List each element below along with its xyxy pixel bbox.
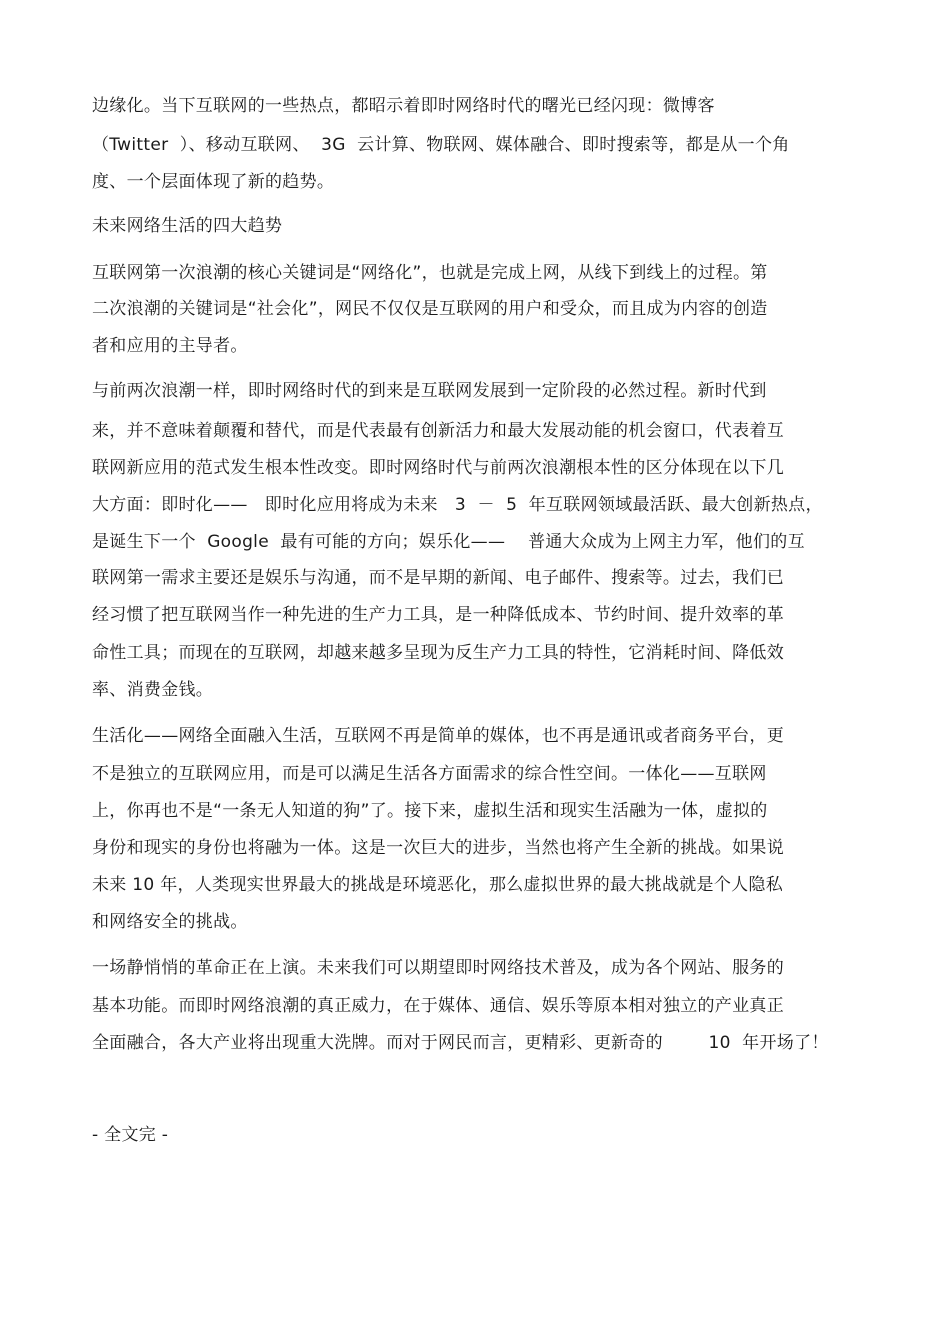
paragraph-5-line-6: 和网络安全的挑战。 [92, 912, 248, 932]
paragraph-5-line-3: 上，你再也不是“一条无人知道的狗”了。接下来，虚拟生活和现实生活融为一体，虚拟的 [92, 801, 768, 821]
paragraph-1-line-1: 边缘化。当下互联网的一些热点，都昭示着即时网络时代的曙光已经闪现：微博客 [92, 96, 715, 116]
paragraph-5-line-1: 生活化——网络全面融入生活，互联网不再是简单的媒体，也不再是通讯或者商务平台，更 [92, 726, 784, 746]
paragraph-5-line-4: 身份和现实的身份也将融为一体。这是一次巨大的进步，当然也将产生全新的挑战。如果说 [92, 838, 784, 858]
paragraph-5-line-2: 不是独立的互联网应用，而是可以满足生活各方面需求的综合性空间。一体化——互联网 [92, 764, 767, 784]
section-heading: 未来网络生活的四大趋势 [92, 216, 283, 236]
paragraph-6-line-2: 基本功能。而即时网络浪潮的真正威力，在于媒体、通信、娱乐等原本相对独立的产业真正 [92, 996, 784, 1016]
paragraph-1-line-2: （Twitter ）、移动互联网、 3G 云计算、物联网、媒体融合、即时搜索等，都是从一个角 [92, 135, 790, 155]
paragraph-4-line-5: 是诞生下一个 Google 最有可能的方向；娱乐化—— 普通大众成为上网主力军，他们的互 [92, 532, 805, 552]
paragraph-3-line-1: 互联网第一次浪潮的核心关键词是“网络化”，也就是完成上网，从线下到线上的过程。第 [92, 263, 768, 283]
paragraph-4-line-1: 与前两次浪潮一样，即时网络时代的到来是互联网发展到一定阶段的必然过程。新时代到 [92, 381, 767, 401]
paragraph-4-line-8: 命性工具；而现在的互联网，却越来越多呈现为反生产力工具的特性，它消耗时间、降低效 [92, 643, 784, 663]
paragraph-4-line-3: 联网新应用的范式发生根本性改变。即时网络时代与前两次浪潮根本性的区分体现在以下几 [92, 458, 784, 478]
paragraph-4-line-6: 联网第一需求主要还是娱乐与沟通，而不是早期的新闻、电子邮件、搜索等。过去，我们已 [92, 568, 784, 588]
paragraph-5-line-5: 未来 10 年，人类现实世界最大的挑战是环境恶化，那么虚拟世界的最大挑战就是个人隐私 [92, 875, 784, 895]
paragraph-6-line-1: 一场静悄悄的革命正在上演。未来我们可以期望即时网络技术普及，成为各个网站、服务的 [92, 958, 784, 978]
paragraph-1-line-3: 度、一个层面体现了新的趋势。 [92, 172, 335, 192]
paragraph-3-line-3: 者和应用的主导者。 [92, 336, 248, 356]
paragraph-4-line-4: 大方面：即时化—— 即时化应用将成为未来 3 － 5 年互联网领域最活跃、最大创新热点， [92, 495, 823, 515]
end-of-document-marker: - 全文完 - [92, 1125, 169, 1145]
paragraph-4-line-9: 率、消费金钱。 [92, 680, 214, 700]
paragraph-6-line-3: 全面融合，各大产业将出现重大洗牌。而对于网民而言，更精彩、更新奇的 10 年开场了！ [92, 1033, 829, 1053]
paragraph-4-line-2: 来，并不意味着颠覆和替代，而是代表最有创新活力和最大发展动能的机会窗口，代表着互 [92, 421, 784, 441]
paragraph-3-line-2: 二次浪潮的关键词是“社会化”，网民不仅仅是互联网的用户和受众，而且成为内容的创造 [92, 299, 768, 319]
paragraph-4-line-7: 经习惯了把互联网当作一种先进的生产力工具，是一种降低成本、节约时间、提升效率的革 [92, 605, 784, 625]
